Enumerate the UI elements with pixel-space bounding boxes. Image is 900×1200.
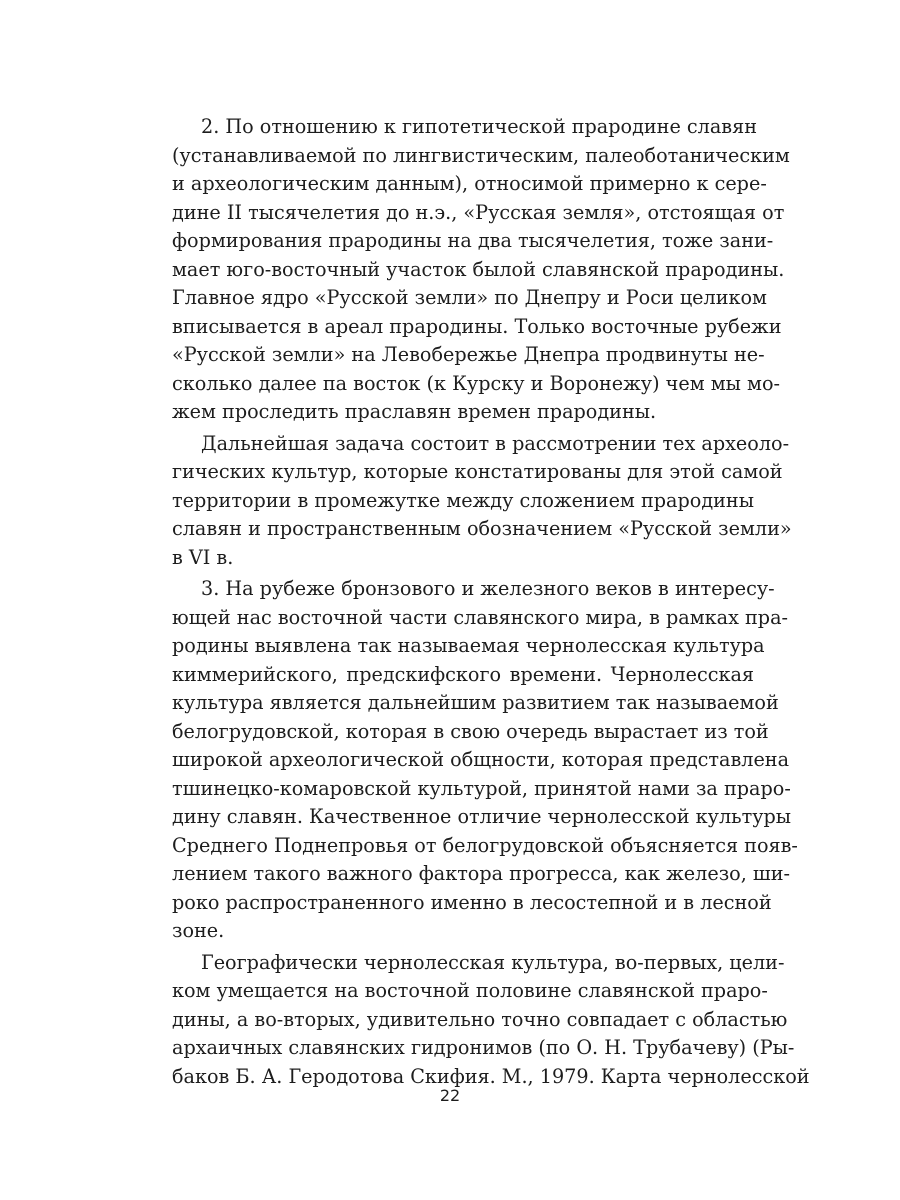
paragraph-2	[172, 430, 792, 573]
text-line: Географически чернолесская культура, во-первых, цели-	[201, 950, 785, 974]
text-line: архаичных славянских гидронимов (по О. Н. Трубачеву) (Ры-	[172, 1036, 795, 1059]
text-line: дины, а во-вторых, удивительно точно совпадает с областью	[172, 1007, 788, 1031]
text-line: роко распространенного именно в лесостепной и в лесной	[172, 890, 772, 914]
text-line: культура является дальнейшим развитием так называемой	[172, 691, 779, 714]
paragraph-4	[172, 949, 810, 1092]
text-line: киммерийского, предскифского времени. Чернолесская	[172, 662, 754, 686]
text-line: Главное ядро «Русской земли» по Днепру и Роси целиком	[172, 286, 767, 309]
text-line: в VI в.	[172, 545, 234, 569]
text-line: славян и пространственным обозначением «Русской земли»	[172, 517, 792, 540]
text-line: формирования прародины на два тысячелетия, тоже зани-	[172, 229, 774, 252]
text-line: зоне.	[172, 919, 225, 942]
text-line: жем проследить праславян времен прародины.	[172, 400, 657, 423]
text-line: и археологическим данным), относимой примерно к сере-	[172, 172, 767, 195]
text-line: гических культур, которые констатированы для этой самой	[172, 460, 783, 483]
text-line: тшинецко-комаровской культурой, принятой нами за прaро-	[172, 776, 791, 800]
text-line: 3. На рубеже бронзового и железного веков в интересу-	[201, 577, 775, 600]
text-line: вписывается в ареал прародины. Только восточные рубежи	[172, 314, 782, 338]
text-line: дину славян. Качественное отличие чернолесской культуры	[172, 805, 792, 828]
paragraph-3	[172, 575, 798, 946]
text-line: 2. По отношению к гипотетической прародине славян	[201, 115, 757, 138]
page-body	[172, 113, 810, 1094]
text-line: мает юго-восточный участок былой славянской прародины.	[172, 257, 785, 281]
paragraph-1	[172, 113, 790, 427]
text-line: лением такого важного фактора прогресса, как железо, ши-	[172, 862, 791, 885]
text-line: территории в промежутке между сложением прародины	[172, 488, 754, 512]
text-line: белогрудовской, которая в свою очередь вырастает из той	[172, 719, 769, 743]
text-line: «Русской земли» на Левобережье Днепра продвинуты не-	[172, 343, 765, 366]
text-line: баков Б. А. Геродотова Скифия. М., 1979. Карта чернолесской	[172, 1064, 810, 1088]
text-line: широкой археологической общности, которая представлена	[172, 748, 790, 771]
text-line: Дальнейшая задача состоит в рассмотрении тех археоло-	[201, 431, 790, 455]
text-line: дине II тысячелетия до н.э., «Русская земля», отстоящая от	[172, 200, 785, 224]
text-line: сколько далее па восток (к Курску и Воронежу) чем мы мо-	[172, 371, 780, 395]
text-line: ком умещается на восточной половине славянской праро-	[172, 979, 768, 1002]
text-line: родины выявлена так называемая чернолесская культура	[172, 634, 765, 657]
page-number: 22	[439, 1086, 461, 1105]
text-line: ющей нас восточной части славянского мира, в рамках пра-	[172, 605, 789, 629]
text-line: (устанавливаемой по лингвистическим, палеоботаническим	[172, 143, 790, 167]
text-line: Среднего Поднепровья от белогрудовской объясняется появ-	[172, 833, 798, 857]
